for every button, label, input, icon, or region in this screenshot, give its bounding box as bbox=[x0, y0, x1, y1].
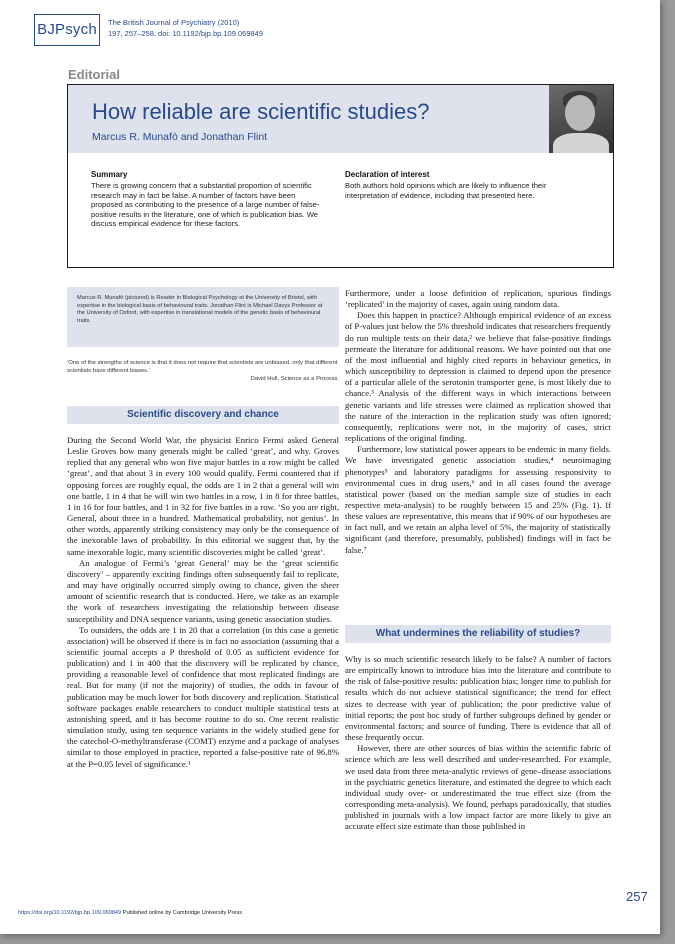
left-paragraph-2: An analogue of Fermi’s ‘great General’ may be the ‘great scientific discovery’ – apparently exciting findings often subsequently fail to replicate, and may have originally occurred simply owing to chance, given the sheer amount of scientific research that is conducted. Here, we take as an example the work of researchers investigating the relationship between disease susceptibility and DNA sequence variants, using genetic association studies. bbox=[67, 557, 339, 624]
journal-citation: 197, 257–258. doi: 10.1192/bjp.bp.109.069849 bbox=[108, 29, 264, 38]
author-bio-text: Marcus R. Munafò (pictured) is Reader in Biological Psychology at the University of Bristol, with expertise in the biological basis of behavioural traits. Jonathan Flint is Michael Davys Professor at the University of Oxford, with expertise in translational models of the genetic basis of behavioural traits. bbox=[77, 295, 323, 324]
section-label: Editorial bbox=[68, 67, 121, 82]
author-bio-box bbox=[67, 287, 339, 347]
journal-logo: BJPsych bbox=[34, 14, 100, 46]
epigraph-attribution: David Hull, Science as a Process. bbox=[250, 375, 339, 382]
photo-shoulders bbox=[553, 133, 609, 153]
declaration-text: Both authors hold opinions which are likely to influence their interpretation of evidence, including that presented here. bbox=[345, 181, 547, 200]
left-column-body bbox=[67, 435, 339, 770]
right-column-body-bottom bbox=[345, 654, 611, 833]
right-column-body-top bbox=[345, 288, 611, 556]
section-heading-undermines: What undermines the reliability of studies? bbox=[345, 625, 611, 643]
section-heading-discovery: Scientific discovery and chance bbox=[67, 406, 339, 424]
right-paragraph-2: Does this happen in practice? Although empirical evidence of an excess of P-values just below the 5% threshold indicates that researchers frequently do run multiple tests on their data,² we believe that false-positive findings permeate the literature for additional reasons. We have pointed out that one of the most influential and highly cited reports in behaviour genetics, in which susceptibility to depression is claimed to depend upon the presence of a particular allele of the serotonin transporter gene, is most likely due to chance.³ Analysis of the different ways in which interactions between genetic variants and life stresses were claimed as replication showed that the nature of the interaction in the replication study was often ignored; consequently, replications were not, in the majority of cases, strict replications of the original finding. bbox=[345, 310, 611, 444]
right-paragraph-5: However, there are other sources of bias within the scientific fabric of science which are less well described and under-researched. For example, we used data from three meta-analytic reviews of gene–disease associations in the psychiatric genetics literature, and estimated the degree to which each individual study over- or underestimated the true effect size (from the corresponding meta-analysis). We found, perhaps paradoxically, that studies published in journals with a low impact factor are more likely to give an accurate effect size estimate than those published in bbox=[345, 743, 611, 832]
footer-doi-link[interactable]: https://doi.org/10.1192/bjp.bp.109.069849 bbox=[18, 910, 122, 916]
article-header-box bbox=[67, 84, 614, 268]
summary-heading: Summary bbox=[91, 170, 128, 179]
declaration-heading: Declaration of interest bbox=[345, 170, 430, 179]
right-paragraph-4: Why is so much scientific research likely to be false? A number of factors are empirically known to introduce bias into the literature and contribute to the risk of false-positive results: publication bias; longer time to publish for results which do not achieve statistical significance; the trend for effect sizes to decrease with year of publication; the poor predictive value of initial reports; the post hoc study of further subgroups defined by gender or environmental factors; and source of funding. There is evidence that all of these frequently occur. bbox=[345, 654, 611, 743]
left-paragraph-1: During the Second World War, the physicist Enrico Fermi asked General Leslie Groves how many generals might be called ‘great’, and why. Groves replied that any general who won five major battles in a row might be called ‘great’, and that about 3 in every 100 would qualify. Fermi countered that if opposing forces are roughly equal, the odds are 1 in 2 that a general will win one battle, 1 in 4 that he will win two battles in a row, 1 in 8 for three battles, 1 in 16 for four battles, and 1 in 32 for five battles in a row. ‘So you are right, General, about three in a hundred. Mathematical probability, not genius’. In other words, apparently striking consistency may only be the consequence of the inexorable laws of probability. In this editorial we suggest that, by the same inexorable logic, many scientific discoveries might be called ‘great’. bbox=[67, 435, 339, 557]
page-number: 257 bbox=[626, 889, 648, 904]
summary-text: There is growing concern that a substantial proportion of scientific research may in fact be false. A number of factors have been proposed as contributing to the presence of a large number of false-positive results in the literature, one of which is publication bias. We discuss empirical evidence for these factors. bbox=[91, 181, 320, 229]
right-paragraph-3: Furthermore, low statistical power appears to be endemic in many fields. We have investigated genetic association studies,⁴ neuroimaging phenotypes⁵ and laboratory paradigms for assessing responsivity to environmental cues in drug users,⁶ and in all cases found the average statistical power (based on the median sample size of studies in each respective meta-analysis) to be roughly between 15 and 25% (Fig. 1). If these values are representative, this means that if 90% of our hypotheses are in fact null, and we retain an alpha level of 5%, the majority of statistically significant (and therefore, presumably, published) findings will in fact be false.⁷ bbox=[345, 444, 611, 555]
title-band bbox=[68, 85, 613, 153]
footer-published: Published online by Cambridge University Press bbox=[122, 910, 243, 916]
right-paragraph-1: Furthermore, under a loose definition of replication, spurious findings ‘replicated’ in the majority of cases, again using random data. bbox=[345, 288, 611, 310]
photo-head bbox=[565, 95, 595, 131]
epigraph bbox=[67, 360, 339, 383]
journal-citation-block bbox=[108, 17, 263, 39]
article-title: How reliable are scientific studies? bbox=[92, 99, 430, 124]
left-paragraph-3: To outsiders, the odds are 1 in 20 that a correlation (in this case a genetic association) will be observed if there is in fact no association (assuming that a scientific journal accepts a P threshold of 0.05 as sufficient evidence for publication) and 1 in 400 that the discovery will be replicated by chance, providing a reasonable level of confidence that most replicated findings are real. But for many (if not the majority) of studies, the odds in favour of publication may be much lower for both discovery and replication. Statistical software packages enable researchers to conduct multiple statistical tests at astonishing speed, and it has become routine to do so. One recent realistic simulation study, using ten sequence variants in the widely studied gene for the catechol-O-methyltransferase (COMT) enzyme and a package of analyses similar to those employed in practice, reported a false-positive rate of 96.8% at the P=0.05 level of significance.¹ bbox=[67, 624, 339, 769]
article-authors: Marcus R. Munafò and Jonathan Flint bbox=[92, 131, 268, 143]
author-photo bbox=[549, 85, 613, 153]
journal-name: The British Journal of Psychiatry (2010) bbox=[108, 18, 240, 27]
footer bbox=[18, 910, 242, 916]
epigraph-text: ‘One of the strengths of science is that it does not require that scientists are unbiased, only that different scientists have different biases.’ bbox=[67, 360, 338, 374]
